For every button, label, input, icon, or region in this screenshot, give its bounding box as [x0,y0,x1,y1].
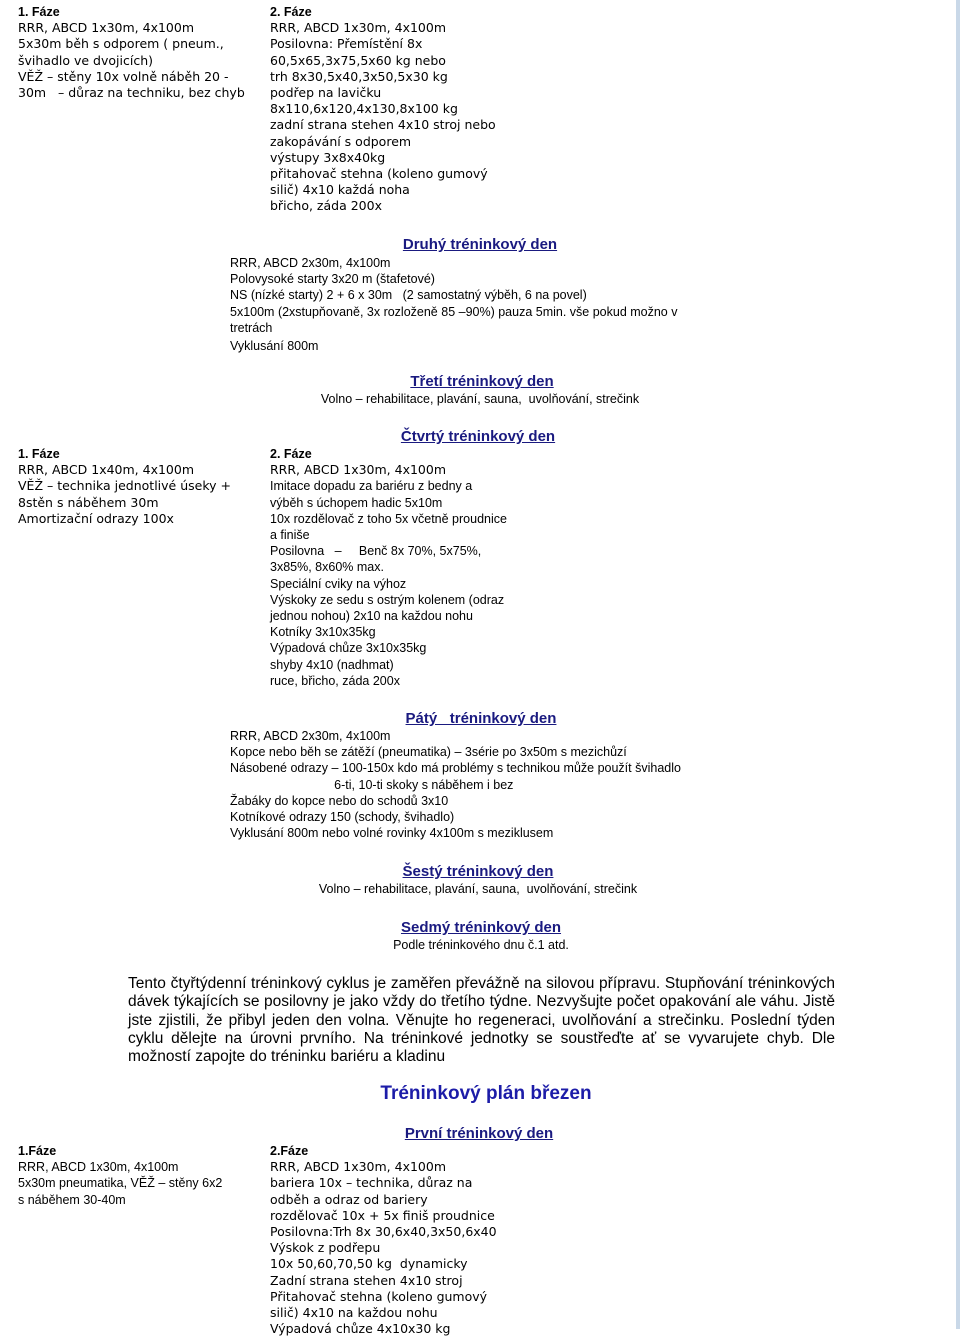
day-heading: Třetí tréninkový den [410,373,554,390]
phase-line: 3x85%, 8x60% max. [270,560,384,575]
phase-line: Výskoky ze sedu s ostrým kolenem (odraz [270,592,505,607]
plan-title: Tréninkový plán březen [380,1083,592,1104]
phase-1-block [18,1143,222,1208]
day-line: Podle tréninkového dnu č.1 atd. [393,938,569,952]
day-heading: Pátý tréninkový den [405,710,557,727]
day-line: Volno – rehabilitace, plavání, sauna, uvolňování, strečink [318,882,638,896]
phase-line: výstupy 3x8x40kg [270,149,386,165]
phase-line: zakopávání s odporem [270,133,412,149]
phase-title: 2.Fáze [270,1144,309,1158]
phase-title: 1. Fáze [18,5,60,19]
phase-1-block [18,4,245,101]
phase-line: rozdělovač 10x + 5x finiš proudnice [270,1207,495,1223]
phase-line: 10x 50,60,70,50 kg dynamicky [270,1256,468,1272]
phase-line: odběh a odraz od bariery [270,1191,428,1207]
phase-2-block [270,1143,497,1337]
phase-line: silič) 4x10 každá noha [270,182,410,198]
phase-line: 8x110,6x120,4x130,8x100 kg [270,101,458,117]
day-content [230,255,678,354]
day-line: Kopce nebo běh se zátěží (pneumatika) – 3série po 3x50m s mezichůzí [230,745,627,760]
day-heading: Čtvrtý tréninkový den [400,428,556,445]
day-line: Polovysoké starty 3x20 m (štafetové) [230,272,435,287]
phase-title: 1.Fáze [18,1144,57,1158]
phase-line: podřep na lavičku [270,85,382,101]
phase-line: RRR, ABCD 1x30m, 4x100m [18,1160,179,1175]
phase-line: RRR, ABCD 1x30m, 4x100m [18,20,195,36]
phase-line: Speciální cviky na výhoz [270,576,407,591]
phase-line: 8stěn s náběhem 30m [18,494,159,510]
phase-line: Zadní strana stehen 4x10 stroj [270,1272,463,1288]
phase-line: Kotníky 3x10x35kg [270,625,376,640]
phase-line: shyby 4x10 (nadhmat) [270,657,394,672]
day-line: RRR, ABCD 2x30m, 4x100m [230,256,391,270]
day-heading: První tréninkový den [404,1125,554,1142]
phase-line: zadní strana stehen 4x10 stroj nebo [270,117,496,133]
phase-line: a finiše [270,528,310,543]
summary-paragraph: Tento čtyřtýdenní tréninkový cyklus je zaměřen převážně na silovou přípravu. Stupňování tréninkových dávek týkajících se posilovny je jako vždy do třetího týdne. Nezvyšujte počet opakování ale váhu. Jistě jste zjistili, že přibyl jeden den volna. Věnujte ho regeneraci, uvolňování a strečinku. Poslední týden cyklu dělejte na úrovni prvního. Na tréninkové jednotky se soustřeďte ať se vyvarujete chyb. Dle možností zapojte do tréninku bariéru a kladinu [128,975,835,1066]
day-line: NS (nízké starty) 2 + 6 x 30m (2 samostatný výběh, 6 na povel) [230,288,587,303]
day-line: Vyklusání 800m [230,339,319,354]
day-content [230,728,681,841]
phase-line: Výpadová chůze 4x10x30 kg [270,1321,451,1337]
day-line: 6-ti, 10-ti skoky s náběhem i bez [230,777,514,792]
phase-line: trh 8x30,5x40,3x50,5x30 kg [270,68,448,84]
phase-line: VĚŽ – technika jednotlivé úseky + [18,478,231,494]
phase-line: výběh s úchopem hadic 5x10m [270,495,443,510]
phase-2-block [270,446,507,689]
day-heading: Šestý tréninkový den [402,863,554,880]
day-line: Žabáky do kopce nebo do schodů 3x10 [230,793,449,808]
phase-line: 30m – důraz na techniku, bez chyb [18,85,245,101]
phase-line: RRR, ABCD 1x30m, 4x100m [270,20,447,36]
phase-line: přitahovač stehna (koleno gumový [270,166,488,182]
day-line: Násobené odrazy – 100-150x kdo má problémy s technikou může použít švihadlo [230,761,681,776]
phase-line: ruce, břicho, záda 200x [270,673,400,688]
phase-line: Posilovna – Benč 8x 70%, 5x75%, [270,544,482,559]
phase-line: 10x rozdělovač z toho 5x včetně proudnice [270,511,507,526]
phase-line: Výskok z podřepu [270,1240,381,1256]
phase-2-block [270,4,496,215]
phase-line: s náběhem 30-40m [18,1192,126,1207]
phase-line: 5x30m pneumatika, VĚŽ – stěny 6x2 [18,1176,223,1191]
phase-line: RRR, ABCD 1x30m, 4x100m [270,1159,447,1175]
phase-line: 5x30m běh s odporem ( pneum., [18,36,224,52]
day-heading: Sedmý tréninkový den [400,919,562,936]
phase-line: břicho, záda 200x [270,198,382,214]
phase-1-block [18,446,231,527]
phase-title: 2. Fáze [270,5,312,19]
phase-title: 1. Fáze [18,447,60,461]
day-line: Vyklusání 800m nebo volné rovinky 4x100m s meziklusem [230,826,554,841]
phase-line: RRR, ABCD 1x30m, 4x100m [270,462,447,478]
day-line: 5x100m (2xstupňovaně, 3x rozloženě 85 –90%) pauza 5min. vše pokud možno v [230,304,678,319]
phase-line: Posilovna:Trh 8x 30,6x40,3x50,6x40 [270,1224,497,1240]
phase-line: Posilovna: Přemístění 8x [270,36,423,52]
phase-line: bariera 10x – technika, důraz na [270,1175,473,1191]
day-line: Volno – rehabilitace, plavání, sauna, uvolňování, strečink [320,392,640,406]
day-heading: Druhý tréninkový den [402,236,558,253]
phase-line: Imitace dopadu za bariéru z bedny a [270,479,473,494]
phase-line: Amortizační odrazy 100x [18,510,174,526]
phase-title: 2. Fáze [270,447,312,461]
day-line: tretrách [230,320,273,335]
day-line: RRR, ABCD 2x30m, 4x100m [230,729,391,743]
phase-line: RRR, ABCD 1x40m, 4x100m [18,462,195,478]
day-line: Kotníkové odrazy 150 (schody, švihadlo) [230,810,455,825]
phase-line: švihadlo ve dvojicích) [18,52,153,68]
phase-line: silič) 4x10 na každou nohu [270,1305,438,1321]
phase-line: 60,5x65,3x75,5x60 kg nebo [270,52,446,68]
phase-line: Výpadová chůze 3x10x35kg [270,641,427,656]
phase-line: Přitahovač stehna (koleno gumový [270,1288,488,1304]
phase-line: jednou nohou) 2x10 na každou nohu [270,609,473,624]
phase-line: VĚŽ – stěny 10x volně náběh 20 - [18,68,229,84]
